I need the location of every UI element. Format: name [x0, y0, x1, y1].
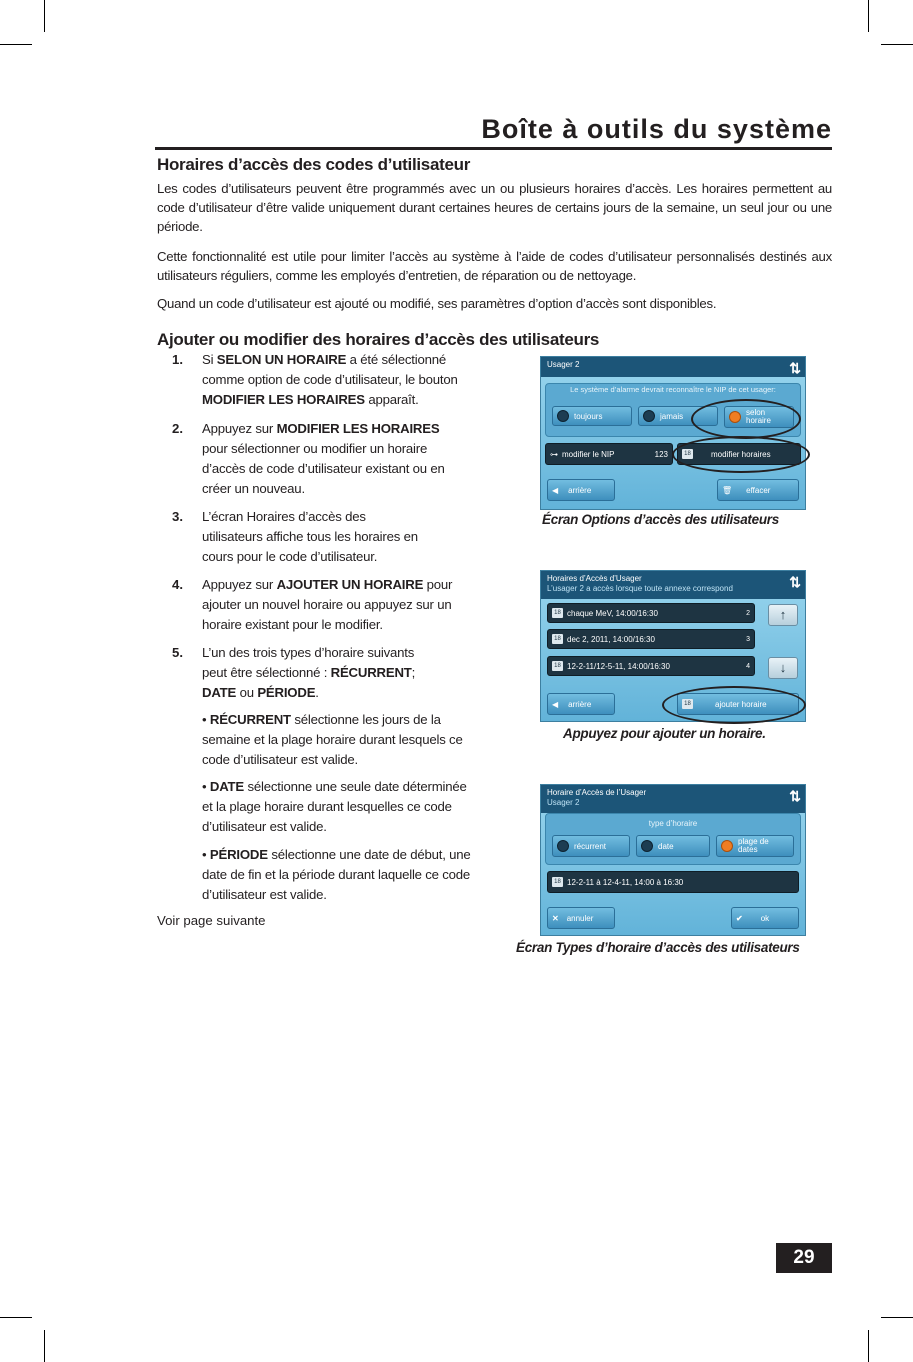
calendar-icon: 18 — [682, 449, 693, 459]
bullet-dot: • — [202, 847, 210, 862]
step-text — [202, 575, 467, 635]
pin-value: 123 — [654, 449, 668, 459]
continued-note: Voir page suivante — [157, 913, 266, 928]
step-number: 1. — [172, 352, 183, 367]
highlight-oval — [691, 399, 801, 439]
screen-titlebar — [541, 785, 805, 813]
button-label: ajouter horaire — [715, 699, 767, 709]
text: a été sélectionné comme option de code d’utilisateur, le bouton — [202, 352, 458, 387]
text: Appuyez sur — [202, 421, 277, 436]
page-header — [155, 112, 832, 148]
step-number: 5. — [172, 645, 183, 660]
figure-caption: Appuyez pour ajouter un horaire. — [563, 726, 766, 741]
paragraph: Quand un code d’utilisateur est ajouté ou modifié, ses paramètres d’option d’accès sont disponibles. — [157, 296, 717, 311]
screen-titlebar — [541, 357, 805, 377]
chapter-title: Boîte à outils du système — [481, 114, 832, 144]
crop-mark — [881, 1317, 913, 1318]
text: sélectionne une date de début, une date de fin et la période durant laquelle ce code d’utilisateur est valide. — [202, 847, 471, 902]
plug-icon: ⇅ — [789, 788, 801, 804]
schedule-range-field[interactable] — [547, 871, 799, 893]
step-text — [202, 643, 422, 703]
crop-mark — [881, 44, 913, 45]
highlight-oval — [662, 686, 806, 724]
radio-selected-icon — [721, 840, 733, 852]
bullet-item — [202, 710, 467, 770]
scroll-up-button[interactable]: ↑ — [768, 604, 798, 626]
step-number: 2. — [172, 421, 183, 436]
schedule-text: chaque MeV, 14:00/16:30 — [567, 608, 658, 618]
figure-caption: Écran Options d’accès des utilisateurs — [542, 512, 779, 527]
calendar-icon: 18 — [552, 634, 563, 644]
option-always-button[interactable] — [552, 406, 632, 426]
bold-term: MODIFIER LES HORAIRES — [202, 392, 365, 407]
schedule-row[interactable] — [547, 603, 755, 623]
text: Appuyez sur — [202, 577, 277, 592]
bold-term: DATE — [202, 685, 237, 700]
back-arrow-icon: ◀ — [552, 699, 559, 709]
schedule-type-panel — [545, 813, 801, 865]
screen-title: Horaires d’Accès d’Usager — [547, 574, 642, 583]
schedule-row[interactable] — [547, 656, 755, 676]
check-icon: ✔ — [736, 913, 743, 923]
step-text: L’écran Horaires d’accès des utilisateurs affiche tous les horaires en cours pour le code d’utilisateur. — [202, 509, 418, 564]
button-label: annuler — [566, 913, 594, 923]
calendar-icon: 18 — [552, 877, 563, 887]
schedule-index: 4 — [746, 662, 750, 670]
calendar-icon: 18 — [552, 661, 563, 671]
plug-icon: ⇅ — [789, 360, 801, 376]
schedule-text: 12-2-11/12-5-11, 14:00/16:30 — [567, 661, 670, 671]
cancel-button[interactable] — [547, 907, 615, 929]
bold-term: DATE — [209, 779, 245, 794]
screen-schedule-types — [540, 784, 806, 936]
screen-subtitle: Usager 2 — [547, 798, 580, 807]
bullet-dot: • — [202, 712, 210, 727]
section-heading: Ajouter ou modifier des horaires d’accès des utilisateurs — [157, 330, 600, 349]
button-label: arrière — [568, 699, 592, 709]
crop-mark — [44, 0, 45, 32]
trash-icon: 🗑 — [722, 485, 733, 495]
date-button[interactable] — [636, 835, 710, 857]
plug-icon: ⇅ — [789, 574, 801, 590]
range-text: 12-2-11 à 12-4-11, 14:00 à 16:30 — [567, 877, 684, 887]
highlight-oval — [672, 436, 810, 473]
paragraph: Les codes d’utilisateurs peuvent être programmés avec un ou plusieurs horaires d’accès. Les horaires permettent au code d’utilisateur d’être valide uniquement durant certaines heures de certains jours de la semaine, un seul jour ou une période. — [157, 181, 832, 234]
step-number: 4. — [172, 577, 183, 592]
bold-term: PÉRIODE — [209, 847, 268, 862]
bullet-item — [202, 777, 477, 837]
bold-term: RÉCURRENT — [209, 712, 291, 727]
text: apparaît. — [364, 392, 419, 407]
bullet-dot: • — [202, 779, 210, 794]
radio-icon — [557, 840, 569, 852]
figure-caption: Écran Types d’horaire d’accès des utilisateurs — [516, 940, 800, 955]
crop-mark — [868, 1330, 869, 1362]
button-label: modifier le NIP — [562, 449, 615, 459]
button-label: jamais — [660, 411, 684, 421]
schedule-index: 2 — [746, 609, 750, 617]
button-label: date — [658, 841, 674, 851]
button-label: ok — [760, 913, 770, 923]
close-icon: ✕ — [552, 913, 559, 923]
radio-icon — [641, 840, 653, 852]
text: Si — [202, 352, 217, 367]
screen-subtitle: L’usager 2 a accès lorsque toute annexe correspond — [547, 584, 733, 593]
bold-term: AJOUTER UN HORAIRE — [276, 577, 424, 592]
button-label: effacer — [746, 485, 771, 495]
schedule-index: 3 — [746, 635, 750, 643]
button-label: arrière — [568, 485, 592, 495]
page-number: 29 — [776, 1243, 832, 1273]
text: pour sélectionner ou modifier un horaire d’accès de code d’utilisateur existant ou en créer un nouveau. — [202, 441, 445, 496]
calendar-icon: 18 — [552, 608, 563, 618]
question-text: Le système d’alarme devrait reconnaître le NIP de cet usager: — [570, 385, 776, 394]
text: sélectionne une seule date déterminée et la plage horaire durant lesquelles ce code d’utilisateur est valide. — [202, 779, 467, 834]
back-arrow-icon: ◀ — [552, 485, 559, 495]
radio-icon — [643, 410, 655, 422]
bold-term: SELON UN HORAIRE — [216, 352, 347, 367]
edit-pin-button[interactable] — [545, 443, 673, 465]
scroll-down-button[interactable]: ↓ — [768, 657, 798, 679]
text: pour ajouter un nouvel horaire ou appuyez sur un horaire existant pour le modifier. — [202, 577, 453, 632]
ok-button[interactable] — [731, 907, 799, 929]
calendar-icon: 18 — [682, 699, 693, 709]
back-button[interactable] — [547, 693, 615, 715]
bold-term: RÉCURRENT — [330, 665, 412, 680]
text: ou — [236, 685, 258, 700]
button-label: modifier horaires — [711, 449, 771, 459]
bullet-item — [202, 845, 477, 905]
date-range-button[interactable] — [716, 835, 794, 857]
text: L’un des trois types d’horaire suivants peut être sélectionné : — [202, 645, 415, 680]
text: ; — [411, 665, 416, 680]
schedule-row[interactable] — [547, 629, 755, 649]
bold-term: PÉRIODE — [257, 685, 316, 700]
button-label: récurrent — [574, 841, 607, 851]
screen-title: Horaire d’Accès de l’Usager — [547, 788, 647, 797]
bold-term: MODIFIER LES HORAIRES — [276, 421, 440, 436]
step-text — [202, 419, 457, 499]
paragraph: Cette fonctionnalité est utile pour limiter l’accès au système à l’aide de codes d’utilisateur personnalisés destinés aux utilisateurs réguliers, comme les employés d’entretien, de réparation ou de nettoyage. — [157, 249, 832, 283]
crop-mark — [0, 44, 32, 45]
radio-icon — [557, 410, 569, 422]
crop-mark — [44, 1330, 45, 1362]
step-number: 3. — [172, 509, 183, 524]
text: . — [315, 685, 319, 700]
back-button[interactable] — [547, 479, 615, 501]
key-icon: ⊶ — [550, 449, 558, 459]
panel-label: type d’horaire — [648, 819, 698, 828]
text: sélectionne les jours de la semaine et la plage horaire durant lesquels ce code d’utilisateur est valide. — [202, 712, 463, 767]
schedule-text: dec 2, 2011, 14:00/16:30 — [567, 634, 655, 644]
header-rule — [155, 147, 832, 150]
screen-title: Usager 2 — [547, 360, 580, 369]
recurring-button[interactable] — [552, 835, 630, 857]
screen-titlebar — [541, 571, 805, 599]
delete-button[interactable] — [717, 479, 799, 501]
crop-mark — [868, 0, 869, 32]
crop-mark — [0, 1317, 32, 1318]
step-text — [202, 350, 482, 410]
button-label: selon horaire — [746, 408, 771, 425]
section-heading: Horaires d’accès des codes d’utilisateur — [157, 155, 471, 174]
button-label: plage de dates — [738, 837, 769, 854]
button-label: toujours — [574, 411, 603, 421]
